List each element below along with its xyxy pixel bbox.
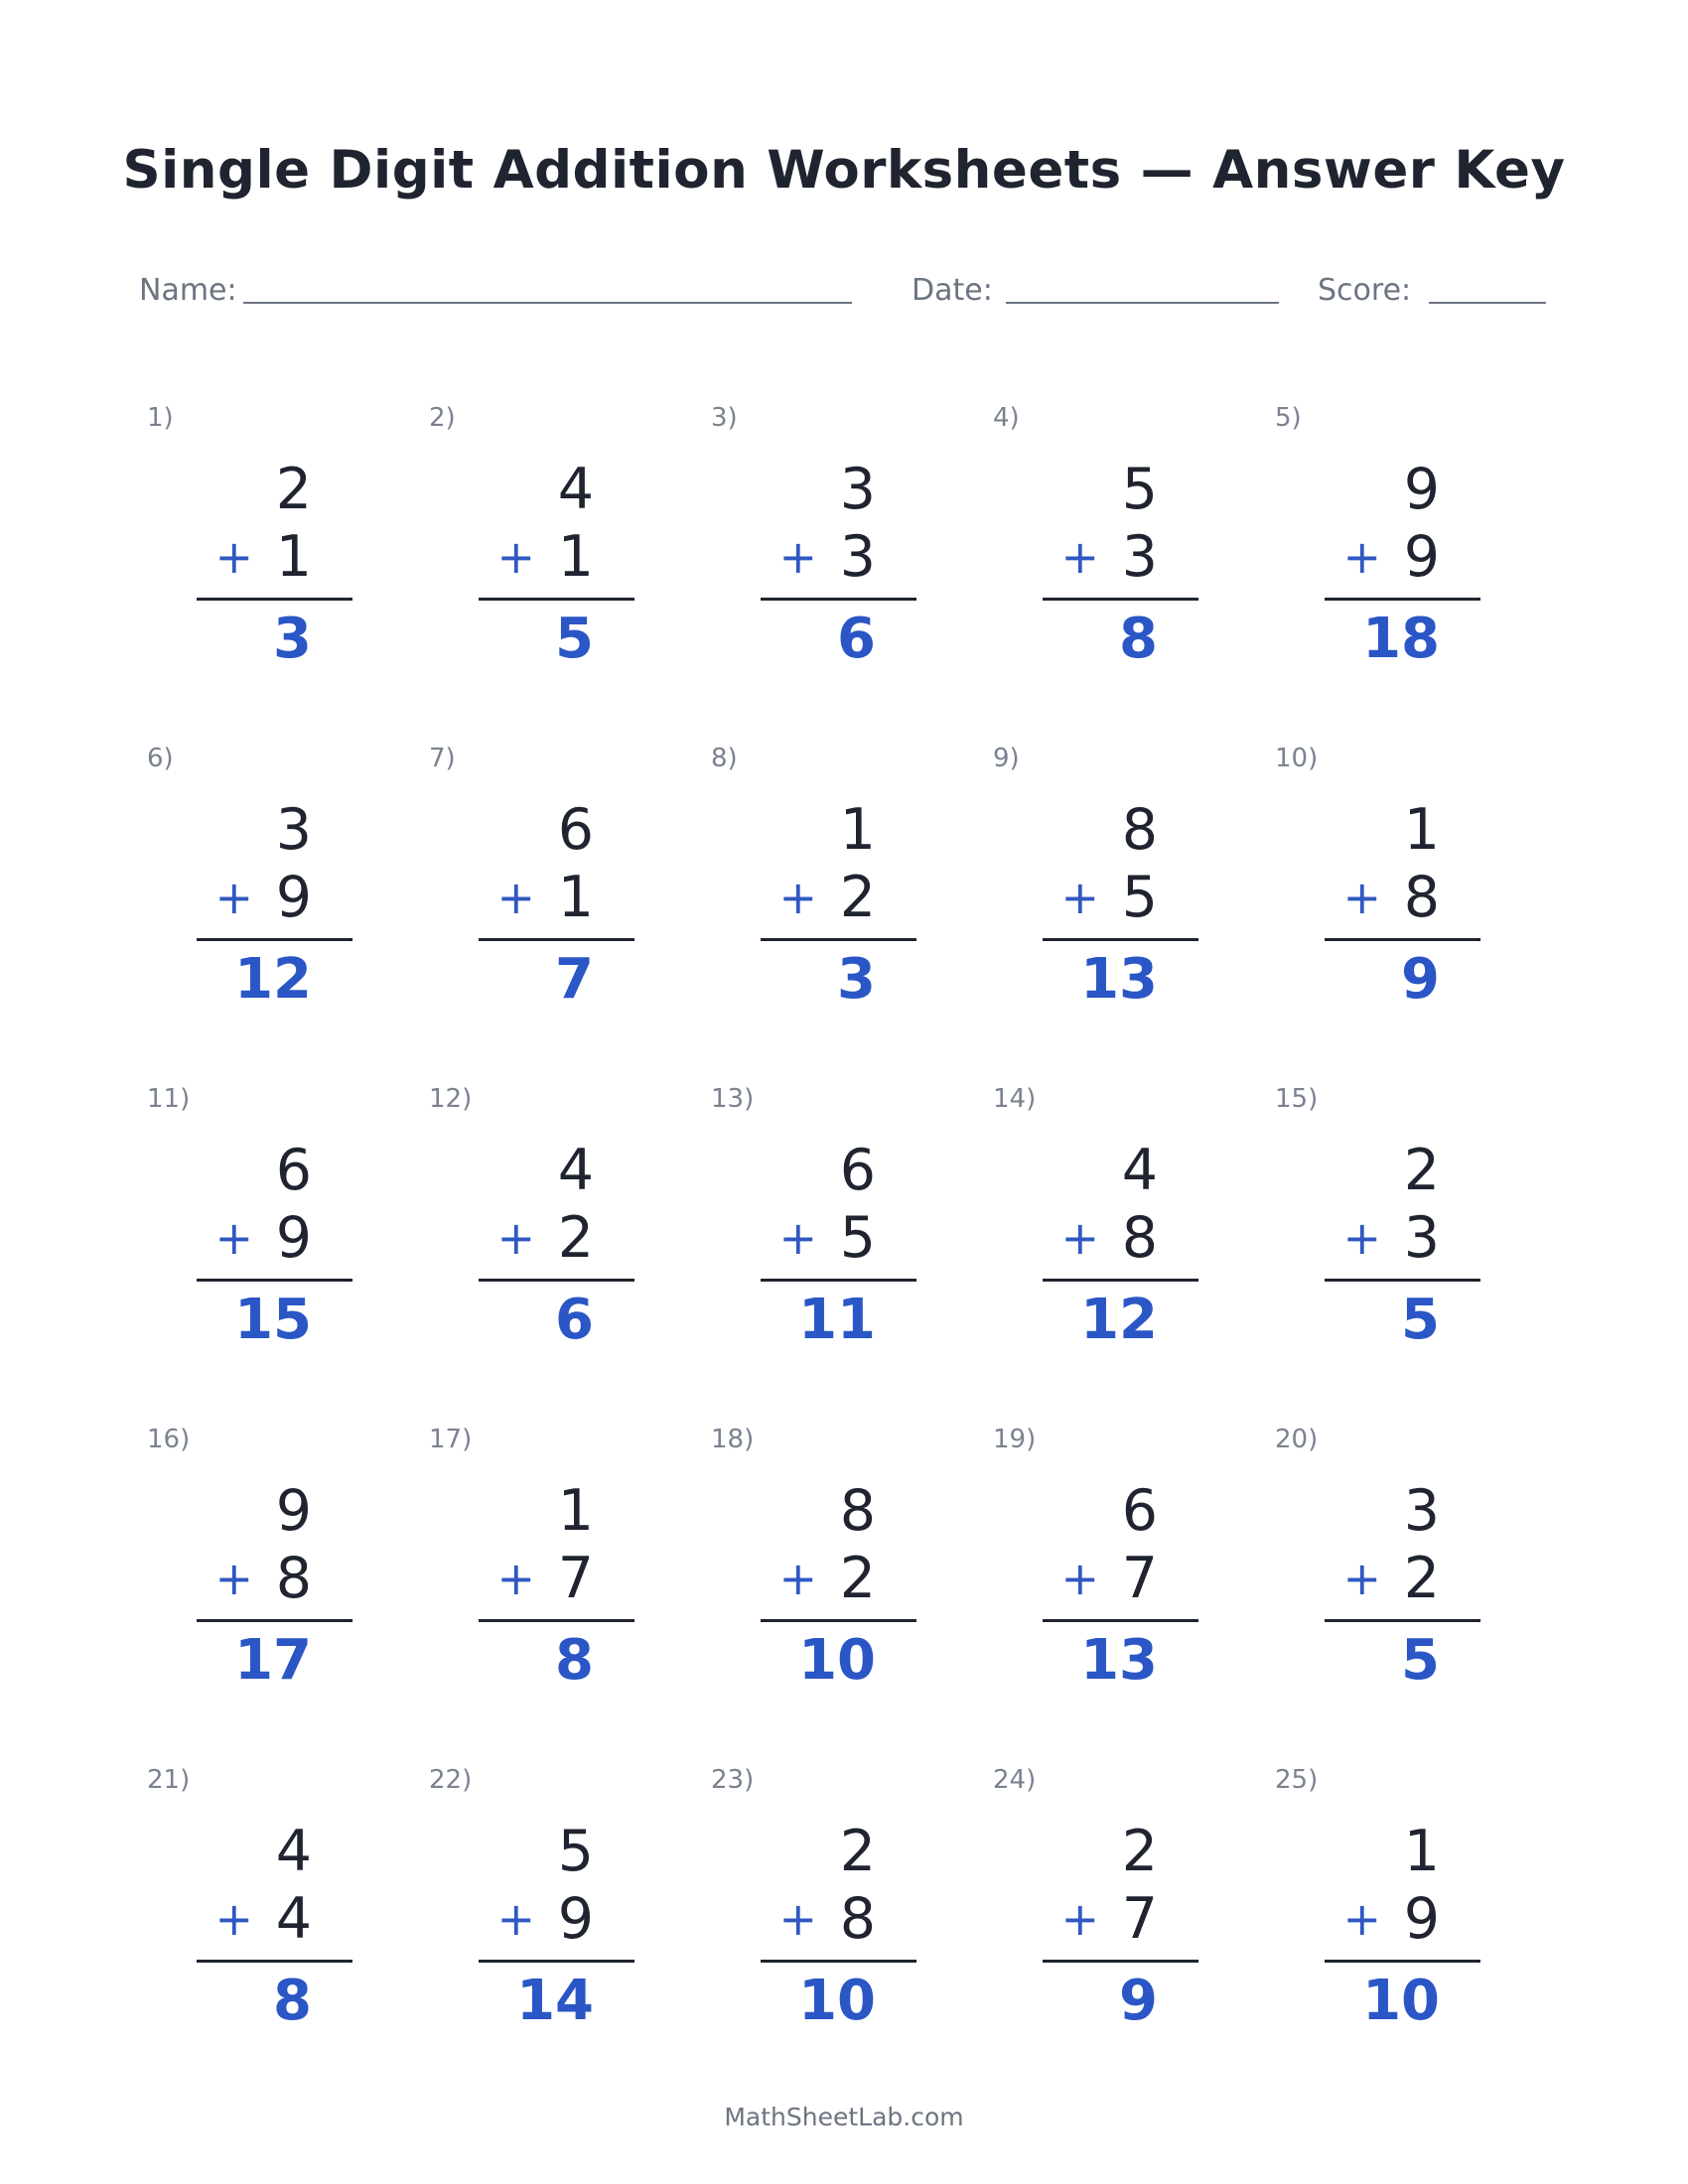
problem-item (139, 397, 367, 695)
problem-item (703, 1078, 931, 1376)
addend-top: 3 (275, 797, 312, 863)
addend-bottom: 2 (1403, 1546, 1440, 1611)
answer-value: 14 (516, 1969, 594, 2033)
problem-item (421, 397, 649, 695)
problem-item (139, 738, 367, 1035)
problem-number: 21) (147, 1765, 191, 1795)
answer-value: 17 (234, 1628, 312, 1693)
problem-item (139, 1759, 367, 2057)
problem-item (1267, 1078, 1495, 1376)
addend-bottom: 8 (839, 1886, 876, 1952)
addend-top: 6 (275, 1138, 312, 1203)
sum-line (1325, 938, 1480, 941)
plus-sign: + (214, 871, 253, 924)
plus-sign: + (778, 1552, 817, 1605)
answer-value: 7 (555, 947, 594, 1012)
addend-top: 8 (1121, 797, 1158, 863)
problem-number: 17) (429, 1425, 473, 1454)
problem-number: 15) (1275, 1084, 1319, 1114)
problem-number: 12) (429, 1084, 473, 1114)
problem-number: 3) (711, 403, 738, 433)
addend-top: 5 (557, 1819, 594, 1884)
answer-value: 8 (273, 1969, 312, 2033)
problem-number: 20) (1275, 1425, 1319, 1454)
problem-item (703, 397, 931, 695)
sum-line (197, 938, 352, 941)
date-field[interactable] (912, 266, 1279, 306)
addend-bottom: 1 (557, 865, 594, 930)
sum-line (197, 1279, 352, 1282)
problem-item (421, 1419, 649, 1716)
addend-bottom: 8 (275, 1546, 312, 1611)
sum-line (761, 938, 916, 941)
problem-number: 25) (1275, 1765, 1319, 1795)
plus-sign: + (1342, 871, 1381, 924)
problem-number: 11) (147, 1084, 191, 1114)
addend-top: 1 (839, 797, 876, 863)
addend-top: 3 (839, 457, 876, 522)
addend-top: 6 (557, 797, 594, 863)
addend-top: 5 (1121, 457, 1158, 522)
problem-item (985, 1759, 1213, 2057)
answer-value: 5 (555, 607, 594, 671)
addend-bottom: 3 (839, 524, 876, 590)
addend-top: 4 (275, 1819, 312, 1884)
plus-sign: + (214, 1211, 253, 1265)
answer-value: 5 (1401, 1288, 1440, 1352)
addend-bottom: 1 (557, 524, 594, 590)
addend-bottom: 9 (275, 1205, 312, 1271)
plus-sign: + (496, 871, 535, 924)
answer-value: 10 (798, 1969, 876, 2033)
problem-item (985, 1078, 1213, 1376)
problem-item (139, 1078, 367, 1376)
answer-value: 10 (798, 1628, 876, 1693)
sum-line (1325, 1619, 1480, 1622)
addend-top: 9 (1403, 457, 1440, 522)
sum-line (479, 1279, 634, 1282)
addend-top: 9 (275, 1478, 312, 1544)
addend-top: 2 (839, 1819, 876, 1884)
score-field[interactable] (1318, 266, 1546, 306)
sum-line (1325, 598, 1480, 601)
addend-top: 2 (275, 457, 312, 522)
addend-bottom: 7 (1121, 1546, 1158, 1611)
sum-line (761, 598, 916, 601)
problem-number: 16) (147, 1425, 191, 1454)
score-line (1429, 302, 1546, 304)
answer-value: 18 (1362, 607, 1440, 671)
sum-line (761, 1279, 916, 1282)
plus-sign: + (1342, 530, 1381, 584)
plus-sign: + (778, 1892, 817, 1946)
problem-item (421, 738, 649, 1035)
answer-value: 5 (1401, 1628, 1440, 1693)
addend-bottom: 9 (557, 1886, 594, 1952)
addend-bottom: 7 (557, 1546, 594, 1611)
addend-bottom: 2 (839, 1546, 876, 1611)
addend-top: 3 (1403, 1478, 1440, 1544)
problem-number: 22) (429, 1765, 473, 1795)
plus-sign: + (496, 1552, 535, 1605)
name-line (243, 302, 852, 304)
problem-item (703, 1759, 931, 2057)
sum-line (197, 1960, 352, 1963)
addend-top: 1 (1403, 797, 1440, 863)
addend-bottom: 5 (839, 1205, 876, 1271)
sum-line (479, 598, 634, 601)
plus-sign: + (1060, 871, 1099, 924)
problem-number: 4) (993, 403, 1020, 433)
plus-sign: + (496, 1892, 535, 1946)
problem-number: 10) (1275, 744, 1319, 773)
problem-item (985, 397, 1213, 695)
problem-item (139, 1419, 367, 1716)
addend-bottom: 2 (839, 865, 876, 930)
addend-bottom: 1 (275, 524, 312, 590)
addend-top: 4 (557, 457, 594, 522)
addend-top: 6 (1121, 1478, 1158, 1544)
date-line (1006, 302, 1279, 304)
plus-sign: + (778, 1211, 817, 1265)
problem-number: 18) (711, 1425, 755, 1454)
answer-value: 9 (1119, 1969, 1158, 2033)
sum-line (197, 1619, 352, 1622)
sum-line (479, 1960, 634, 1963)
sum-line (1043, 598, 1198, 601)
addend-bottom: 9 (1403, 1886, 1440, 1952)
plus-sign: + (1060, 1892, 1099, 1946)
answer-value: 6 (837, 607, 876, 671)
problem-item (421, 1759, 649, 2057)
addend-bottom: 2 (557, 1205, 594, 1271)
problem-item (985, 1419, 1213, 1716)
answer-value: 3 (273, 607, 312, 671)
problem-number: 6) (147, 744, 174, 773)
addend-top: 1 (1403, 1819, 1440, 1884)
problem-number: 9) (993, 744, 1020, 773)
problem-number: 2) (429, 403, 456, 433)
plus-sign: + (1060, 1552, 1099, 1605)
plus-sign: + (778, 871, 817, 924)
problem-grid (139, 397, 1549, 2035)
sum-line (761, 1619, 916, 1622)
worksheet-title: Single Digit Addition Worksheets — Answer Key (122, 140, 1566, 201)
addend-bottom: 8 (1403, 865, 1440, 930)
problem-number: 5) (1275, 403, 1302, 433)
problem-item (703, 738, 931, 1035)
problem-number: 23) (711, 1765, 755, 1795)
addend-top: 1 (557, 1478, 594, 1544)
answer-value: 8 (1119, 607, 1158, 671)
plus-sign: + (1060, 530, 1099, 584)
plus-sign: + (496, 1211, 535, 1265)
sum-line (1325, 1960, 1480, 1963)
problem-number: 24) (993, 1765, 1037, 1795)
name-label: Name: (139, 273, 237, 308)
answer-value: 13 (1080, 1628, 1158, 1693)
problem-number: 1) (147, 403, 174, 433)
sum-line (479, 938, 634, 941)
sum-line (1043, 1279, 1198, 1282)
addend-top: 2 (1121, 1819, 1158, 1884)
addend-bottom: 8 (1121, 1205, 1158, 1271)
answer-value: 8 (555, 1628, 594, 1693)
plus-sign: + (1342, 1211, 1381, 1265)
addend-bottom: 3 (1121, 524, 1158, 590)
plus-sign: + (778, 530, 817, 584)
addend-top: 2 (1403, 1138, 1440, 1203)
plus-sign: + (1060, 1211, 1099, 1265)
student-info-fields (0, 266, 1688, 306)
problem-number: 8) (711, 744, 738, 773)
problem-number: 13) (711, 1084, 755, 1114)
problem-item (1267, 397, 1495, 695)
problem-number: 19) (993, 1425, 1037, 1454)
sum-line (761, 1960, 916, 1963)
addend-bottom: 3 (1403, 1205, 1440, 1271)
addend-top: 4 (1121, 1138, 1158, 1203)
answer-value: 3 (837, 947, 876, 1012)
plus-sign: + (496, 530, 535, 584)
sum-line (197, 598, 352, 601)
plus-sign: + (214, 1892, 253, 1946)
answer-value: 12 (234, 947, 312, 1012)
addend-bottom: 4 (275, 1886, 312, 1952)
sum-line (479, 1619, 634, 1622)
answer-value: 12 (1080, 1288, 1158, 1352)
plus-sign: + (1342, 1892, 1381, 1946)
problem-item (985, 738, 1213, 1035)
sum-line (1043, 1619, 1198, 1622)
addend-bottom: 9 (1403, 524, 1440, 590)
problem-item (1267, 738, 1495, 1035)
footer-site: MathSheetLab.com (724, 2103, 964, 2131)
plus-sign: + (214, 1552, 253, 1605)
date-label: Date: (912, 273, 993, 308)
addend-top: 4 (557, 1138, 594, 1203)
problem-item (421, 1078, 649, 1376)
answer-value: 13 (1080, 947, 1158, 1012)
problem-item (1267, 1759, 1495, 2057)
problem-item (703, 1419, 931, 1716)
addend-top: 8 (839, 1478, 876, 1544)
answer-value: 11 (798, 1288, 876, 1352)
sum-line (1043, 938, 1198, 941)
problem-item (1267, 1419, 1495, 1716)
problem-number: 14) (993, 1084, 1037, 1114)
answer-value: 15 (234, 1288, 312, 1352)
answer-value: 9 (1401, 947, 1440, 1012)
addend-bottom: 7 (1121, 1886, 1158, 1952)
addend-bottom: 5 (1121, 865, 1158, 930)
plus-sign: + (214, 530, 253, 584)
score-label: Score: (1318, 273, 1412, 308)
addend-top: 6 (839, 1138, 876, 1203)
answer-value: 10 (1362, 1969, 1440, 2033)
name-field[interactable] (139, 266, 854, 306)
answer-value: 6 (555, 1288, 594, 1352)
sum-line (1043, 1960, 1198, 1963)
sum-line (1325, 1279, 1480, 1282)
addend-bottom: 9 (275, 865, 312, 930)
problem-number: 7) (429, 744, 456, 773)
plus-sign: + (1342, 1552, 1381, 1605)
